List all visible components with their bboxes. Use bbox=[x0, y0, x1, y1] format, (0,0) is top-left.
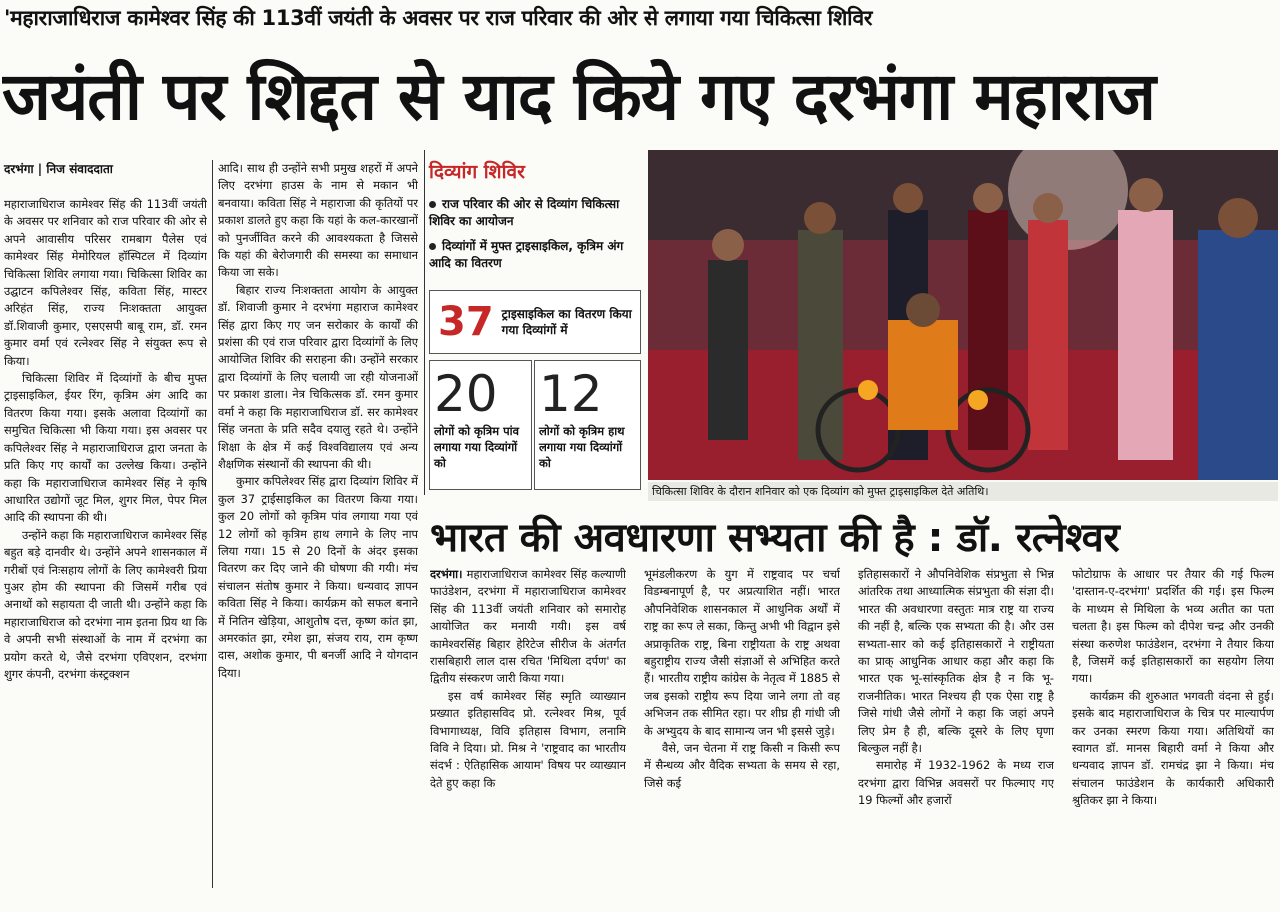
bullet-dot-icon bbox=[429, 201, 436, 208]
stat-number: 20 bbox=[434, 365, 498, 423]
dateline: दरभंगा। bbox=[430, 567, 463, 581]
paragraph: वैसे, जन चेतना में राष्ट्र किसी न किसी रूप में सैन्धव्य और वैदिक सभ्यता के समय से रहा, जिसे कई bbox=[644, 741, 840, 790]
info-box-title: दिव्यांग शिविर bbox=[429, 161, 525, 183]
bullet-text: राज परिवार की ओर से दिव्यांग चिकित्सा शिविर का आयोजन bbox=[429, 197, 620, 228]
paragraph: समारोह में 1932-1962 के मध्य राज दरभंगा द्वारा विभिन्न अवसरों पर फिल्माए गए 19 फिल्मों और हजारों bbox=[858, 758, 1054, 808]
paragraph: चिकित्सा शिविर में दिव्यांगों के बीच मुफ्त ट्राइसाइकिल, ईयर रिंग, कृत्रिम अंग आदि का वितरण किया गया। इसके अलावा दिव्यांगों का समुचित चिकित्सा भी किया गया। इस अवसर पर कपिलेश्वर सिंह ने महाराजाधिराज द्वारा जनता के प्रति किए गए कार्यों का उल्लेख किया। उन्होंने कहा कि महाराजाधिराज कामेश्वर सिंह ने कृषि आधारित उद्योगों जूट मिल, शुगर मिल, पेपर मिल आदि की स्थापना की थी। bbox=[4, 371, 207, 525]
story2-column-2 bbox=[644, 566, 840, 888]
kicker-line: 'महाराजाधिराज कामेश्वर सिंह की 113वीं जयंती के अवसर पर राज परिवार की ओर से लगाया गया चिकित्सा शिविर bbox=[4, 6, 873, 30]
bullet-dot-icon bbox=[429, 243, 436, 250]
story2-headline: भारत की अवधारणा सभ्यता की है : डॉ. रत्नेश्वर bbox=[430, 515, 1120, 561]
story2-column-1 bbox=[430, 566, 626, 888]
byline-reporter: निज संवाददाता bbox=[46, 162, 113, 176]
paragraph: इस वर्ष कामेश्वर सिंह स्मृति व्याख्यान प्रख्यात इतिहासविद प्रो. रत्नेश्वर मिश्र, पूर्व विभागाध्यक्ष, विवि इतिहास विभाग, लनामि विवि ने दिया। प्रो. मिश्र ने 'राष्ट्रवाद का भारतीय संदर्भ : ऐतिहासिक आयाम' विषय पर व्याख्यान देते हुए कहा कि bbox=[430, 688, 626, 790]
paragraph: महाराजाधिराज कामेश्वर सिंह की 113वीं जयंती के अवसर पर शनिवार को राज परिवार की ओर से अपने आवासीय परिसर रामबाग पैलेस एवं कामेश्वर सिंह मेमोरियल हॉस्पिटल में दिव्यांग चिकित्सा शिविर लगाया गया। चिकित्सा शिविर का उद्घाटन कपिलेश्वर सिंह, कविता सिंह, मास्टर अरिहंत सिंह, राज्य निःशक्तता आयुक्त डॉ.शिवाजी कुमार, एसएसपी बाबू राम, डॉ. रमन कुमार वर्मा एवं रत्नेश्वर सिंह ने संयुक्त रूप से किया। bbox=[4, 197, 207, 368]
paragraph: इतिहासकारों ने औपनिवेशिक संप्रभुता से भिन्न आंतरिक तथा आध्यात्मिक संप्रभुता की संज्ञा दी। भारत की अवधारणा वस्तुतः मात्र राष्ट्र या राज्य की नहीं है, बल्कि एक सभ्यता की है। और उस सभ्यता-सार को कई इतिहासकारों ने राष्ट्रीयता का प्राक् आधुनिक आधार कहा और कहा कि भारत एक भू-सांस्कृतिक क्षेत्र है न कि भू-राजनीतिक। भारत निश्चय ही एक ऐसा राष्ट्र है जिसे गांधी जैसे लोगों ने कहा कि जहां अपने लिए प्रेम है ही, बल्कि दूसरे के लिए घृणा बिल्कुल नहीं है। bbox=[858, 567, 1054, 756]
stat-box-artificial-hands bbox=[534, 360, 641, 490]
paragraph: आदि। साथ ही उन्होंने सभी प्रमुख शहरों में अपने लिए दरभंगा हाउस के नाम से मकान भी बनवाया। कविता सिंह ने महाराजा की कृतियों पर प्रकाश डालते हुए कहा कि यहां के कल-कारखानों को पुनर्जीवित करने की आवश्यकता है जिससे कि यहां की बेरोजगारी की समस्या का समाधान किया जा सके। bbox=[218, 161, 418, 280]
photo-caption: चिकित्सा शिविर के दौरान शनिवार को एक दिव्यांग को मुफ्त ट्राइसाइकिल देते अतिथि। bbox=[648, 482, 1278, 501]
story1-column-2 bbox=[218, 160, 418, 888]
column-divider bbox=[424, 150, 425, 495]
story1-column-1 bbox=[4, 196, 207, 888]
main-headline: जयंती पर शिद्दत से याद किये गए दरभंगा महाराज bbox=[2, 58, 1155, 135]
stat-text: लोगों को कृत्रिम हाथ लगाया गया दिव्यांगों को bbox=[539, 424, 625, 470]
bullet-item bbox=[429, 238, 641, 272]
paragraph: भूमंडलीकरण के युग में राष्ट्रवाद पर चर्चा विडम्बनापूर्ण है, पर अप्रत्याशित नहीं। भारत औपनिवेशिक शासनकाल में आधुनिक अर्थों में राष्ट्र का रूप ले सका, किन्तु अभी भी विद्वान इसे अप्राकृतिक राष्ट्र, बिना राष्ट्रीयता के राष्ट्र अथवा बहुराष्ट्रीय राज्य जैसी संज्ञाओं से अभिहित करते हैं। भारतीय राष्ट्रीय कांग्रेस के नेतृत्व में 1885 से जब इसको राष्ट्रीय रूप दिया जाने लगा तो वह अभिजन तक सीमित रहा। पर शीघ्र ही गांधी जी के अभ्युदय के बाद सामान्य जन भी इससे जुड़े। bbox=[644, 567, 840, 738]
paragraph: फोटोग्राफ के आधार पर तैयार की गई फिल्म 'दास्तान-ए-दरभंगा' प्रदर्शित की गई। इस फिल्म के माध्यम से मिथिला के भव्य अतीत का पता चलता है। इस फिल्म को दीपेश चन्द्र और उनकी संस्था करुणेश फाउंडेशन, दरभंगा ने तैयार किया है, जिसमें कई इतिहासकारों का सहयोग लिया गया। bbox=[1072, 567, 1274, 686]
stat-text: ट्राइसाइकिल का वितरण किया गया दिव्यांगों में bbox=[501, 307, 632, 337]
stat-number: 37 bbox=[438, 299, 494, 345]
paragraph: कार्यक्रम की शुरुआत भगवती वंदना से हुई। इसके बाद महाराजाधिराज के चित्र पर माल्यार्पण कर उनका स्मरण किया गया। अतिथियों का स्वागत डॉ. मानस बिहारी वर्मा ने किया और धन्यवाद ज्ञापन डॉ. रामचंद्र झा ने किया। मंच संचालन फाउंडेशन के कार्यकारी अधिकारी श्रुतिकर झा ने किया। bbox=[1072, 688, 1274, 808]
paragraph: उन्होंने कहा कि महाराजाधिराज कामेश्वर सिंह बहुत बड़े दानवीर थे। उन्होंने अपने शासनकाल में गरीबों एवं निःसहाय लोगों के लिए कामेश्वरी प्रिया पुअर होम की स्थापना की जिसमें गरीब एवं अनाथों को सहायता दी जाती थी। उन्होंने कहा कि महाराजाधिराज को दरभंगा नाम इतना प्रिय था कि वे अपनी सभी संस्थाओं के नाम में दरभंगा का प्रयोग करते थे, जैसे दरभंगा एविएशन, दरभंगा शुगर कंपनी, दरभंगा कंस्ट्रक्शन bbox=[4, 527, 207, 681]
info-box-bullets bbox=[429, 196, 641, 272]
story2-column-3 bbox=[858, 566, 1054, 888]
paragraph: कुमार कपिलेश्वर सिंह द्वारा दिव्यांग शिविर में कुल 37 ट्राईसाइकिल का वितरण किया गया। कुल 20 लोगों को कृत्रिम पांव लगाया गया एवं 12 लोगों को कृत्रिम हाथ लगाने के लिए नाप लिया गया। 15 से 20 दिनों के अंदर इसका वितरण कर दिए जाने की घोषणा की गयी। मंच संचालन संतोष कुमार ने किया। धन्यवाद ज्ञापन कविता सिंह ने किया। कार्यक्रम को सफल बनाने में नितिन खेड़िया, आशुतोष दत्त, कृष्ण कांत झा, अमरकांत झा, रमेश झा, संजय राय, राम कृष्ण दास, अशोक कुमार, पी बनर्जी आदि ने योगदान दिया। bbox=[218, 474, 418, 680]
stat-box-tricycles bbox=[429, 290, 641, 354]
byline: दरभंगा | निज संवाददाता bbox=[4, 162, 113, 176]
bullet-item bbox=[429, 196, 641, 230]
stat-number: 12 bbox=[539, 365, 603, 423]
byline-place: दरभंगा bbox=[4, 162, 34, 176]
bullet-text: दिव्यांगों में मुफ्त ट्राइसाइकिल, कृत्रिम अंग आदि का वितरण bbox=[429, 239, 624, 270]
event-photo bbox=[648, 150, 1278, 480]
story2-column-4 bbox=[1072, 566, 1274, 888]
paragraph bbox=[430, 566, 626, 688]
stat-text: लोगों को कृत्रिम पांव लगाया गया दिव्यांगों को bbox=[434, 424, 519, 470]
stat-box-artificial-legs bbox=[429, 360, 532, 490]
paragraph-text: महाराजाधिराज कामेश्वर सिंह कल्याणी फाउंडेशन, दरभंगा में महाराजाधिराज कामेश्वर सिंह की 113वीं जयंती शनिवार को समारोह आयोजित कर मनायी गयी। इस वर्ष कामेश्वरसिंह बिहार हेरिटेज सीरीज के अंतर्गत रासबिहारी लाल दास रचित 'मिथिला दर्पण' का द्वितीय संस्करण जारी किया गया। bbox=[430, 567, 626, 686]
paragraph: बिहार राज्य निःशक्तता आयोग के आयुक्त डॉ. शिवाजी कुमार ने दरभंगा महाराज कामेश्वर सिंह द्वारा किए गए जन सरोकार के कार्यों की प्रशंसा की एवं राज परिवार द्वारा दिव्यांगों के लिए आयोजित शिविर की सराहना की। उन्होंने सरकार द्वारा दिव्यांगों के लिए चलायी जा रही योजनाओं पर प्रकाश डाला। नेत्र चिकित्सक डॉ. रमन कुमार वर्मा ने कहा कि महाराजाधिराज डॉ. सर कामेश्वर सिंह जनता के प्रति सदैव दयालु रहते थे। उन्होंने शिक्षा के क्षेत्र में कई विश्वविद्यालय एवं अन्य शैक्षणिक संस्थानों की स्थापना की थी। bbox=[218, 282, 418, 471]
event-photo-illustration bbox=[648, 150, 1278, 480]
column-divider bbox=[212, 160, 213, 888]
